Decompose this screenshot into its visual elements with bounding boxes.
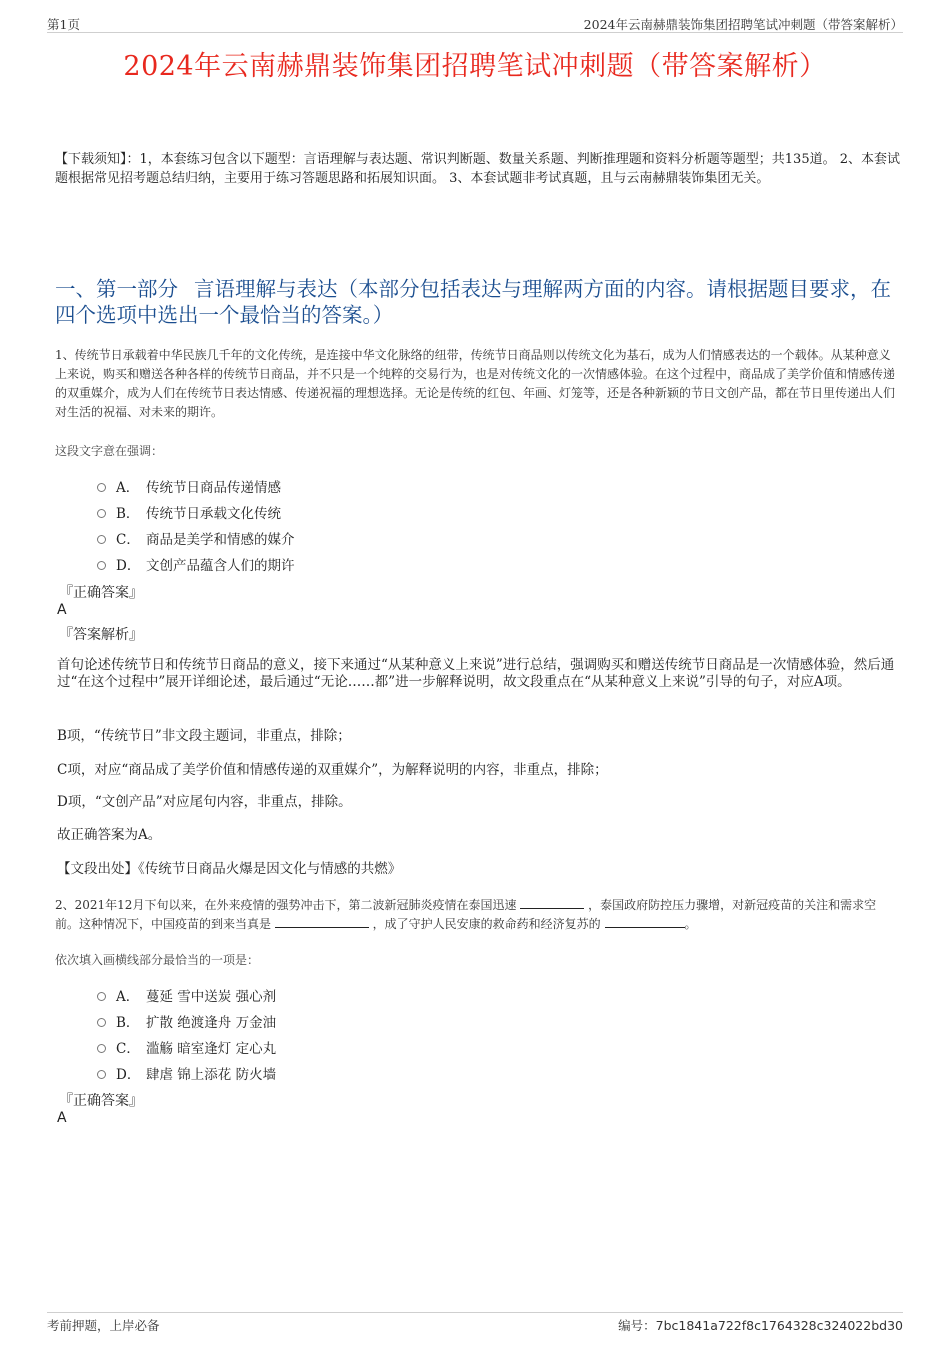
q1-analysis-label: 『答案解析』 bbox=[59, 627, 143, 643]
q2-answer: A bbox=[57, 1110, 67, 1126]
q1-analysis-d: D项，“文创产品”对应尾句内容，非重点，排除。 bbox=[57, 794, 352, 810]
q1-analysis-paragraph: 首句论述传统节日和传统节日商品的意义，接下来通过“从某种意义上来说”进行总结，强调购买和赠送传统节日商品是一次情感体验，然后通过“在这个过程中”展开详细论述，最后通过“无论……都”进一步解释说明，故文段重点在“从某种意义上来说”引导的句子，对应A项。 bbox=[57, 657, 895, 690]
q2-answer-label: 『正确答案』 bbox=[59, 1093, 143, 1109]
q2-option-c[interactable]: C． 滥觞 暗室逢灯 定心丸 bbox=[97, 1037, 276, 1057]
fill-blank-2 bbox=[275, 915, 369, 928]
download-notice: 【下载须知】：1，本套练习包含以下题型：言语理解与表达题、常识判断题、数量关系题、判断推理题和资料分析题等题型；共135道。 2、本套试题根据常见招考题总结归纳，主要用于练习答题思路和拓展知识面。 3、本套试题非考试真题，且与云南赫鼎装饰集团无关。 bbox=[55, 152, 900, 186]
radio-icon[interactable] bbox=[97, 1070, 106, 1079]
q1-source: 【文段出处】《传统节日商品火爆是因文化与情感的共燃》 bbox=[57, 861, 402, 877]
q1-option-b[interactable]: B． 传统节日承载文化传统 bbox=[97, 502, 281, 522]
q2-option-d[interactable]: D． 肆虐 锦上添花 防火墙 bbox=[97, 1063, 276, 1083]
q2-option-b[interactable]: B． 扩散 绝渡逢舟 万金油 bbox=[97, 1011, 276, 1031]
q1-option-a[interactable]: A． 传统节日商品传递情感 bbox=[97, 476, 281, 496]
fill-blank-1 bbox=[520, 896, 584, 909]
radio-icon[interactable] bbox=[97, 1018, 106, 1027]
header-doc-title: 2024年云南赫鼎装饰集团招聘笔试冲刺题（带答案解析） bbox=[583, 17, 903, 32]
radio-icon[interactable] bbox=[97, 483, 106, 492]
q1-answer-label: 『正确答案』 bbox=[59, 585, 143, 601]
q1-option-d[interactable]: D． 文创产品蕴含人们的期许 bbox=[97, 554, 295, 574]
radio-icon[interactable] bbox=[97, 535, 106, 544]
page-header bbox=[47, 14, 903, 33]
radio-icon[interactable] bbox=[97, 1044, 106, 1053]
radio-icon[interactable] bbox=[97, 509, 106, 518]
page-footer bbox=[47, 1312, 903, 1333]
radio-icon[interactable] bbox=[97, 992, 106, 1001]
question-2-prompt: 依次填入画横线部分最恰当的一项是： bbox=[55, 953, 260, 967]
q1-analysis-b: B项，“传统节日”非文段主题词，非重点，排除； bbox=[57, 728, 351, 744]
q2-option-a[interactable]: A． 蔓延 雪中送炭 强心剂 bbox=[97, 985, 276, 1005]
fill-blank-3 bbox=[605, 915, 685, 928]
footer-code: 编号：7bc1841a722f8c1764328c324022bd30 bbox=[618, 1318, 903, 1333]
question-1-text: 1、传统节日承载着中华民族几千年的文化传统，是连接中华文化脉络的纽带，传统节日商品则以传统文化为基石，成为人们情感表达的一个载体。从某种意义上来说，购买和赠送各种各样的传统节日商品，并不只是一个纯粹的交易行为，也是对传统文化的一次情感体验。在这个过程中，商品成了美学价值和情感传递的双重媒介，成为人们在传统节日表达情感、传递祝福的理想选择。无论是传统的红包、年画、灯笼等，还是各种新颖的节日文创产品，都在节日里传递出人们对生活的祝福、对未来的期许。 bbox=[55, 348, 896, 419]
question-1-prompt: 这段文字意在强调： bbox=[55, 444, 164, 458]
question-2-text: 2、2021年12月下旬以来，在外来疫情的强势冲击下，第二波新冠肺炎疫情在泰国迅速 ，泰国政府防控压力骤增，对新冠疫苗的关注和需求空前。这种情况下，中国疫苗的到来当真是 ，成了守护人民安康的救命药和经济复苏的 。 bbox=[55, 898, 877, 931]
q1-analysis-c: C项，对应“商品成了美学价值和情感传递的双重媒介”，为解释说明的内容，非重点，排除； bbox=[57, 762, 608, 778]
radio-icon[interactable] bbox=[97, 561, 106, 570]
q1-conclusion: 故正确答案为A。 bbox=[57, 827, 162, 843]
q1-answer: A bbox=[57, 602, 67, 618]
document-title: 2024年云南赫鼎装饰集团招聘笔试冲刺题（带答案解析） bbox=[123, 51, 827, 82]
section-part: 一、第一部分 bbox=[55, 277, 178, 301]
footer-slogan: 考前押题，上岸必备 bbox=[47, 1318, 160, 1333]
page-number: 第1页 bbox=[47, 17, 80, 32]
q1-option-c[interactable]: C． 商品是美学和情感的媒介 bbox=[97, 528, 295, 548]
section-title: 言语理解与表达（本部分包括表达与理解两方面的内容。请根据题目要求，在四个选项中选出一个最恰当的答案。） bbox=[55, 277, 891, 327]
section-heading bbox=[55, 276, 900, 328]
